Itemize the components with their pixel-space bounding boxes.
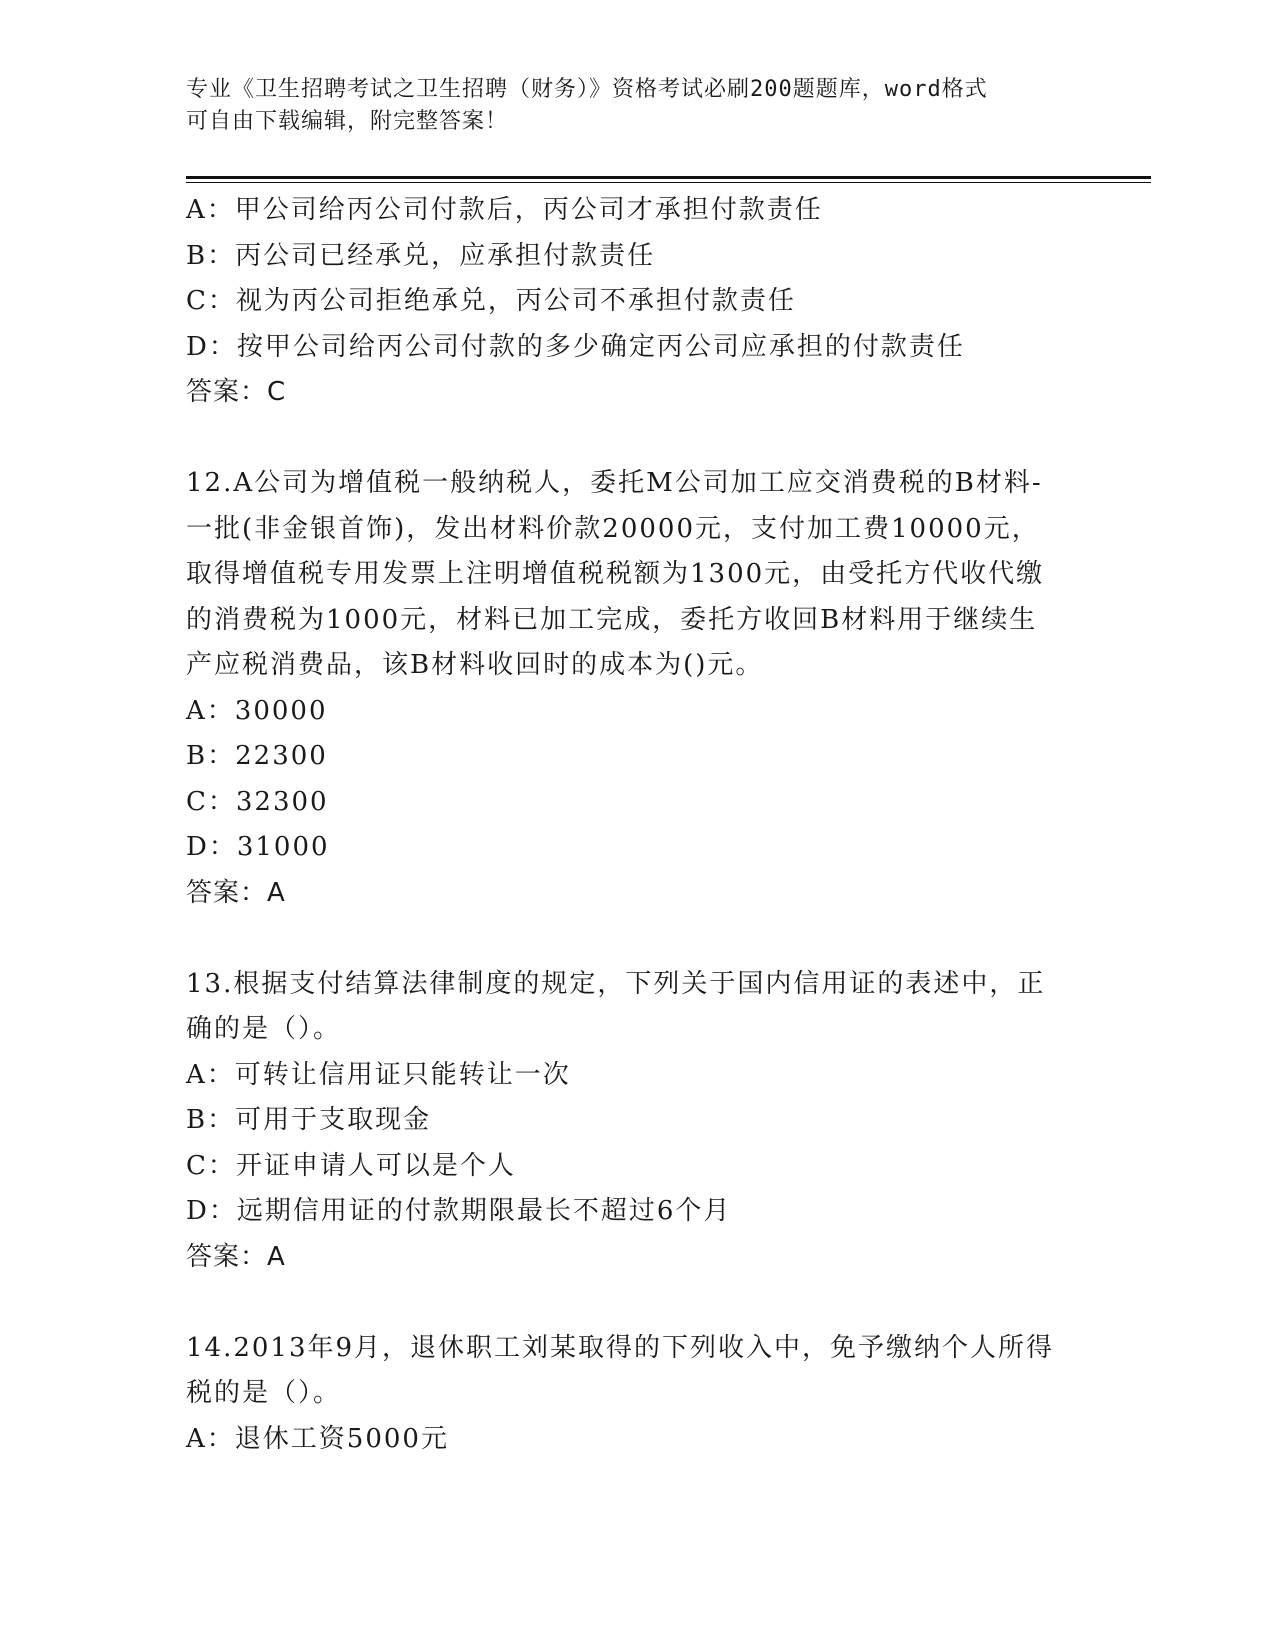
option-d: D：31000 (186, 832, 330, 862)
answer-line: 答案：C (186, 377, 287, 407)
option-c: C：视为丙公司拒绝承兑，丙公司不承担付款责任 (186, 286, 796, 316)
question-11-tail (186, 188, 1086, 416)
option-b: B：可用于支取现金 (186, 1105, 432, 1135)
option-c: C：开证申请人可以是个人 (186, 1150, 516, 1181)
option-a: A：可转让信用证只能转让一次 (186, 1059, 571, 1090)
document-body (186, 188, 1086, 1462)
question-12 (186, 461, 1086, 916)
question-stem-line: 取得增值税专用发票上注明增值税税额为1300元，由受托方代收代缴 (186, 559, 1045, 589)
option-c: C：32300 (186, 786, 329, 817)
question-stem-line: 产应税消费品，该B材料收回时的成本为()元。 (186, 650, 764, 680)
option-d: D：远期信用证的付款期限最长不超过6个月 (186, 1196, 732, 1226)
answer-line: 答案：A (186, 877, 286, 908)
question-stem-line: 12.A公司为增值税一般纳税人，委托M公司加工应交消费税的B材料- (186, 468, 1043, 498)
option-a: A：退休工资5000元 (186, 1423, 449, 1454)
option-d: D：按甲公司给丙公司付款的多少确定丙公司应承担的付款责任 (186, 331, 965, 362)
question-stem-line: 14.2013年9月，退休职工刘某取得的下列收入中，免予缴纳个人所得 (186, 1332, 1055, 1363)
question-stem-line: 一批(非金银首饰)，发出材料价款20000元，支付加工费10000元， (186, 513, 1040, 544)
question-13 (186, 962, 1086, 1281)
answer-line: 答案：A (186, 1241, 286, 1272)
question-stem-line: 13.根据支付结算法律制度的规定，下列关于国内信用证的表述中，正 (186, 968, 1046, 999)
question-stem-line: 的消费税为1000元，材料已加工完成，委托方收回B材料用于继续生 (186, 604, 1038, 635)
option-a: A：甲公司给丙公司付款后，丙公司才承担付款责任 (186, 195, 823, 225)
option-a: A：30000 (186, 695, 328, 726)
header-line-1: 专业《卫生招聘考试之卫生招聘（财务）》资格考试必刷200题题库，word格式 (186, 77, 988, 102)
header-divider-thick (186, 176, 1151, 179)
header-divider-thin (186, 182, 1151, 183)
question-stem-line: 税的是（）。 (186, 1378, 342, 1408)
option-b: B：22300 (186, 741, 328, 771)
document-header (186, 74, 1066, 138)
question-14 (186, 1326, 1086, 1463)
question-stem-line: 确的是（）。 (186, 1014, 342, 1044)
header-line-2: 可自由下载编辑，附完整答案！ (186, 109, 509, 134)
option-b: B：丙公司已经承兑，应承担付款责任 (186, 240, 656, 271)
